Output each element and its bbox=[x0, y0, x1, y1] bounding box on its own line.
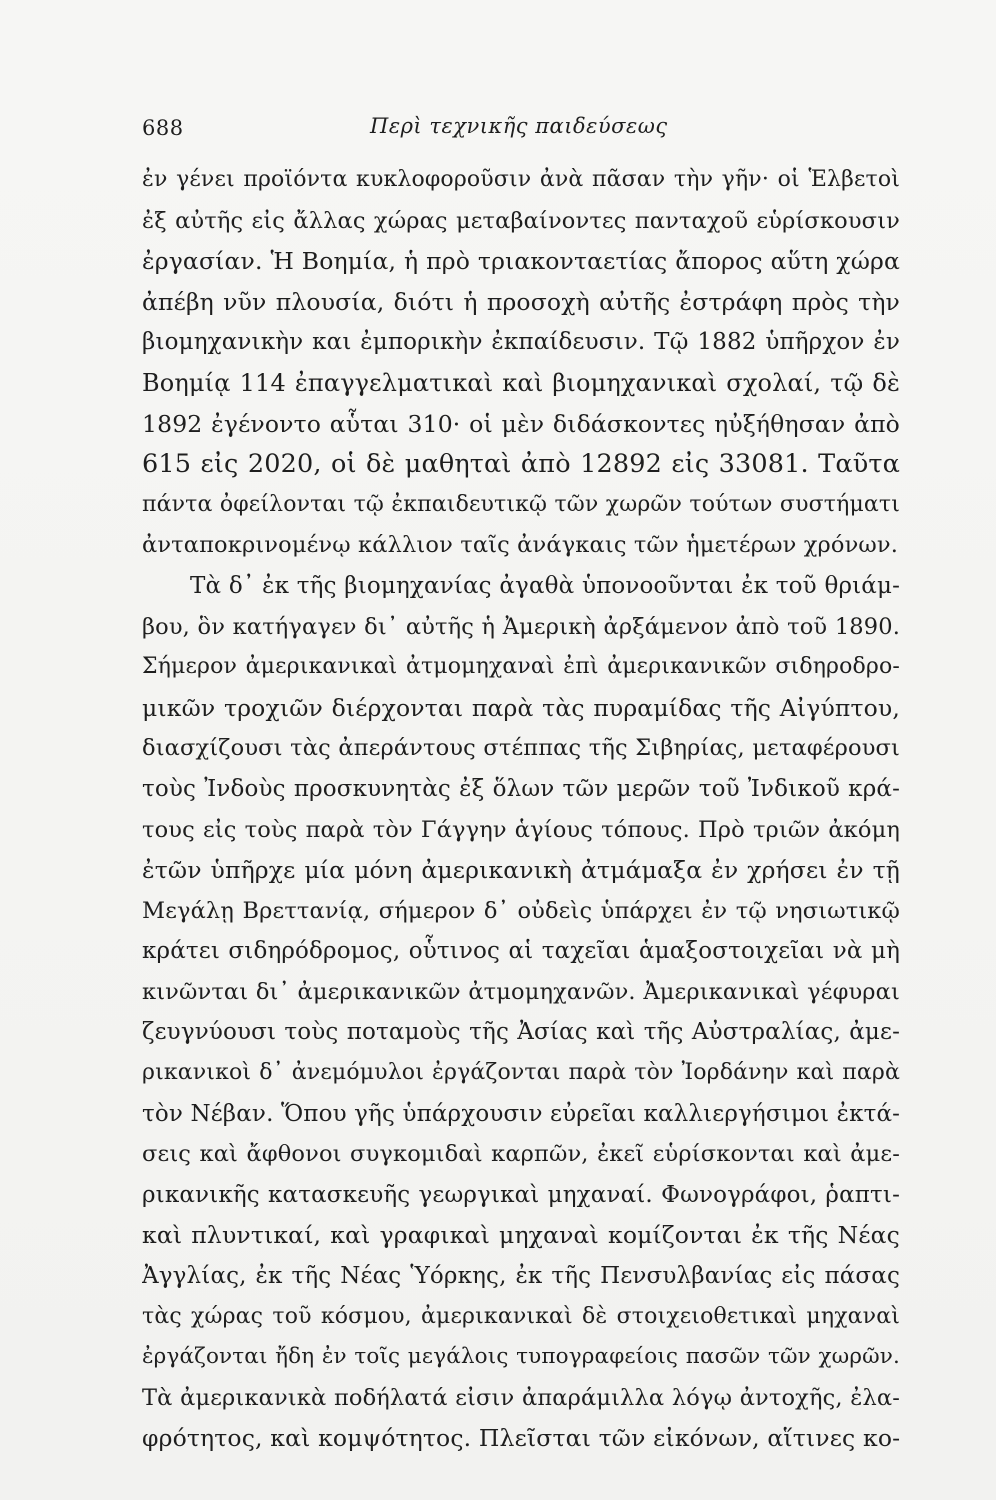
text-line: ἐργάζονται ἤδη ἐν τοῖς μεγάλοις τυπογραφείοις πασῶν τῶν χωρῶν. bbox=[142, 1344, 900, 1370]
text-line: μικῶν τροχιῶν διέρχονται παρὰ τὰς πυραμίδας τῆς Αἰγύπτου, bbox=[142, 693, 900, 722]
text-line: Σήμερον ἀμερικανικαὶ ἀτμομηχαναὶ ἐπὶ ἀμερικανικῶν σιδηροδρο- bbox=[142, 654, 900, 680]
text-line: Μεγάλῃ Βρεττανίᾳ, σήμερον δ᾽ οὐδεὶς ὑπάρχει ἐν τῷ νησιωτικῷ bbox=[142, 897, 900, 924]
text-line: ζευγνύουσι τοὺς ποταμοὺς τῆς Ἀσίας καὶ τῆς Αὐστραλίας, ἀμε- bbox=[142, 1019, 900, 1046]
text-line: καὶ πλυντικαί, καὶ γραφικαὶ μηχαναὶ κομίζονται ἐκ τῆς Νέας bbox=[142, 1221, 900, 1250]
text-line: κινῶνται δι᾽ ἀμερικανικῶν ἀτμομηχανῶν. Ἀμερικανικαὶ γέφυραι bbox=[142, 978, 900, 1005]
text-line: πάντα ὀφείλονται τῷ ἐκπαιδευτικῷ τῶν χωρῶν τούτων συστήματι bbox=[142, 491, 900, 517]
text-line: ἐξ αὐτῆς εἰς ἄλλας χώρας μεταβαίνοντες πανταχοῦ εὑρίσκουσιν bbox=[142, 207, 900, 234]
text-line: 1892 ἐγένοντο αὗται 310· οἱ μὲν διδάσκοντες ηὐξήθησαν ἀπὸ bbox=[142, 409, 900, 438]
body-text bbox=[142, 160, 900, 1459]
text-line: ἀνταποκρινομένῳ κάλλιον ταῖς ἀνάγκαις τῶν ἡμετέρων χρόνων. bbox=[142, 532, 899, 559]
text-line: βου, ὃν κατήγαγεν δι᾽ αὐτῆς ἡ Ἀμερικὴ ἀρξάμενον ἀπὸ τοῦ 1890. bbox=[142, 613, 900, 640]
text-line: Ἀγγλίας, ἐκ τῆς Νέας Ὑόρκης, ἐκ τῆς Πενσυλβανίας εἰς πάσας bbox=[142, 1263, 900, 1290]
text-line: βιομηχανικὴν και ἐμπορικὴν ἐκπαίδευσιν. Τῷ 1882 ὑπῆρχον ἐν bbox=[142, 329, 900, 356]
text-line: σεις καὶ ἄφθονοι συγκομιδαὶ καρπῶν, ἐκεῖ εὑρίσκονται καὶ ἀμε- bbox=[142, 1141, 900, 1168]
text-line: ἀπέβη νῦν πλουσία, διότι ἡ προσοχὴ αὐτῆς ἐστράφη πρὸς τὴν bbox=[142, 287, 900, 316]
text-line: ἐν γένει προϊόντα κυκλοφοροῦσιν ἀνὰ πᾶσαν τὴν γῆν· οἱ Ἑλβετοὶ bbox=[142, 167, 900, 192]
text-line: τοὺς Ἰνδοὺς προσκυνητὰς ἐξ ὅλων τῶν μερῶν τοῦ Ἰνδικοῦ κρά- bbox=[142, 775, 900, 802]
running-title: Περὶ τεχνικῆς παιδεύσεως bbox=[370, 114, 668, 138]
text-line: τὰς χώρας τοῦ κόσμου, ἀμερικανικαὶ δὲ στοιχειοθετικαὶ μηχαναὶ bbox=[142, 1303, 900, 1329]
text-line: ἐργασίαν. Ἡ Βοημία, ἡ πρὸ τριακονταετίας ἄπορος αὕτη χώρα bbox=[142, 247, 900, 276]
page-number: 688 bbox=[142, 116, 184, 140]
text-line: κράτει σιδηρόδρομος, οὗτινος αἱ ταχεῖαι ἁμαξοστοιχεῖαι νὰ μὴ bbox=[142, 938, 900, 965]
text-line: 615 εἰς 2020, οἱ δὲ μαθηταὶ ἀπὸ 12892 εἰς 33081. Ταῦτα bbox=[142, 449, 900, 480]
paragraph-start-line: Τὰ δ᾽ ἐκ τῆς βιομηχανίας ἀγαθὰ ὑπονοοῦνται ἐκ τοῦ θριάμ- bbox=[190, 572, 900, 599]
text-line: τὸν Νέβαν. Ὅπου γῆς ὑπάρχουσιν εὐρεῖαι καλλιεργήσιμοι ἐκτά- bbox=[142, 1100, 900, 1127]
text-line: διασχίζουσι τὰς ἀπεράντους στέππας τῆς Σιβηρίας, μεταφέρουσι bbox=[142, 735, 900, 762]
text-line: ρικανικῆς κατασκευῆς γεωργικαὶ μηχαναί. Φωνογράφοι, ῥαπτι- bbox=[142, 1181, 900, 1208]
text-line: τους εἰς τοὺς παρὰ τὸν Γάγγην ἁγίους τόπους. Πρὸ τριῶν ἀκόμη bbox=[142, 816, 900, 843]
text-line: φρότητος, καὶ κομψότητος. Πλεῖσται τῶν εἰκόνων, αἵτινες κο- bbox=[142, 1424, 900, 1453]
text-line: ἐτῶν ὑπῆρχε μία μόνη ἀμερικανικὴ ἀτμάμαξα ἐν χρήσει ἐν τῇ bbox=[142, 856, 900, 885]
text-line: Τὰ ἀμερικανικὰ ποδήλατά εἰσιν ἀπαράμιλλα λόγῳ ἀντοχῆς, ἐλα- bbox=[142, 1384, 900, 1411]
text-line: ρικανικοὶ δ᾽ ἀνεμόμυλοι ἐργάζονται παρὰ τὸν Ἰορδάνην καὶ παρὰ bbox=[142, 1060, 900, 1086]
text-line: Βοημίᾳ 114 ἐπαγγελματικαὶ καὶ βιομηχανικαὶ σχολαί, τῷ δὲ bbox=[142, 368, 900, 397]
